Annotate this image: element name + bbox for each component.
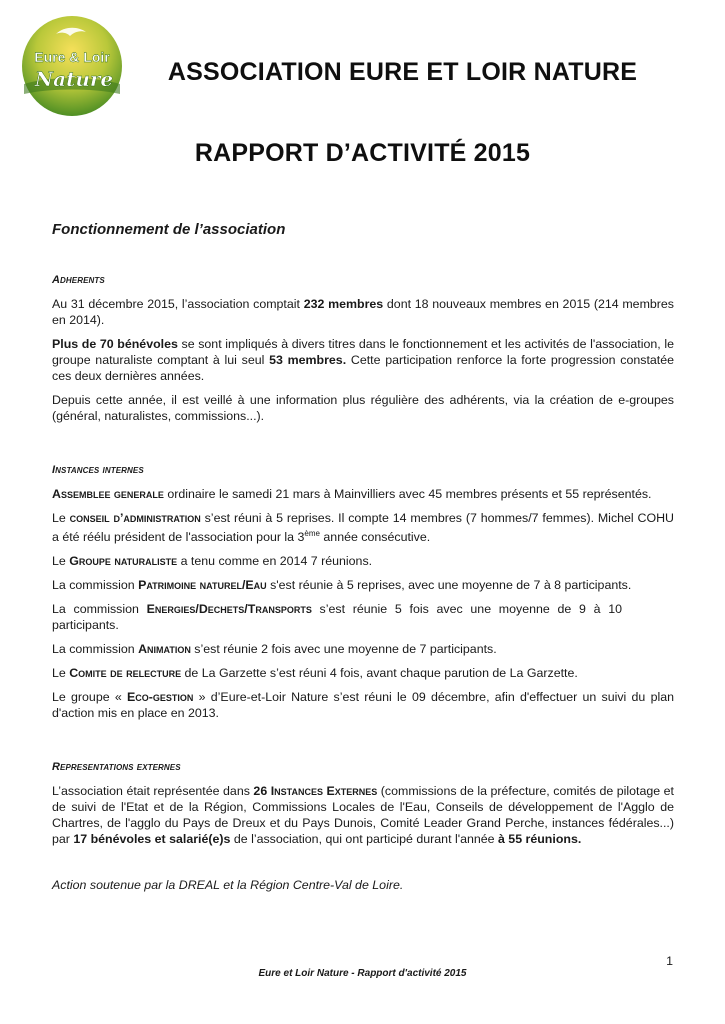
instances-conseil: Le conseil d’administration s’est réuni à 5 reprises. Il compte 14 membres (7 hommes/7 femmes). Michel COHU a été réélu président de l'association pour la 3ème année consécutive. (52, 511, 674, 545)
page-footer: Eure et Loir Nature - Rapport d'activité 2015 (258, 968, 467, 979)
page-title: ASSOCIATION EURE ET LOIR NATURE (167, 58, 638, 86)
adherents-paragraph-1: Au 31 décembre 2015, l’association comptait 232 membres dont 18 nouveaux membres en 2015 (214 membres en 2014). (52, 297, 674, 327)
adherents-heading: Adherents (52, 274, 105, 286)
adherents-paragraph-2: Plus de 70 bénévoles se sont impliqués à divers titres dans le fonctionnement et les activités de l'association, le groupe naturaliste comptant à lui seul 53 membres. Cette participation renforce la forte progression constatée ces deux dernières années. (52, 337, 675, 383)
instances-relecture: Le Comite de relecture de La Garzette s’est réuni 4 fois, avant chaque parution de La Garzette. (52, 666, 578, 681)
instances-patrimoine: La commission Patrimoine naturel/Eau s'est réunie à 5 reprises, avec une moyenne de 7 à 8 participants. (52, 578, 632, 593)
page-number: 1 (666, 954, 673, 968)
representations-paragraph: L’association était représentée dans 26 Instances Externes (commissions de la préfecture, comités de pilotage et de suivi de l'Etat et de la Région, Commissions Locales de l'Eau, Conseils de développement de l'Agglo de Chartres, de l'agglo du Pays de Dreux et du Pays Dunois, Comité Leader Grand Perche, instances fédérales...) par 17 bénévoles et salarié(e)s de l’association, qui ont participé durant l'année à 55 réunions. (52, 784, 674, 847)
section-title: Fonctionnement de l’association (52, 221, 286, 238)
logo-text-line1: Eure & Loir (34, 49, 110, 65)
instances-energies: La commission Energies/Dechets/Transports s’est réunie 5 fois avec une moyenne de 9 à 10 participants. (52, 602, 622, 633)
report-body (52, 222, 674, 901)
representations-heading: Representations externes (52, 761, 181, 774)
instances-animation: La commission Animation s’est réunie 2 fois avec une moyenne de 7 participants. (52, 642, 497, 657)
instances-eco-gestion: Le groupe « Eco-gestion » d’Eure-et-Loir Nature s’est réuni le 09 décembre, afin d'effectuer un suivi du plan d'action mis en place en 2013. (52, 690, 674, 721)
instances-assemblee: Assemblee generale ordinaire le samedi 21 mars à Mainvilliers avec 45 membres présents et 55 représentés. (52, 487, 652, 501)
adherents-paragraph-3: Depuis cette année, il est veillé à une information plus régulière des adhérents, via la création de e-groupes (général, naturalistes, commissions...). (52, 393, 674, 423)
page-subtitle: RAPPORT D’ACTIVITÉ 2015 (194, 139, 531, 167)
support-note: Action soutenue par la DREAL et la Région Centre-Val de Loire. (52, 878, 404, 893)
logo-text-line2: Nature (34, 67, 114, 91)
instances-groupe-naturaliste: Le Groupe naturaliste a tenu comme en 2014 7 réunions. (52, 554, 373, 569)
instances-heading: Instances internes (52, 464, 144, 476)
